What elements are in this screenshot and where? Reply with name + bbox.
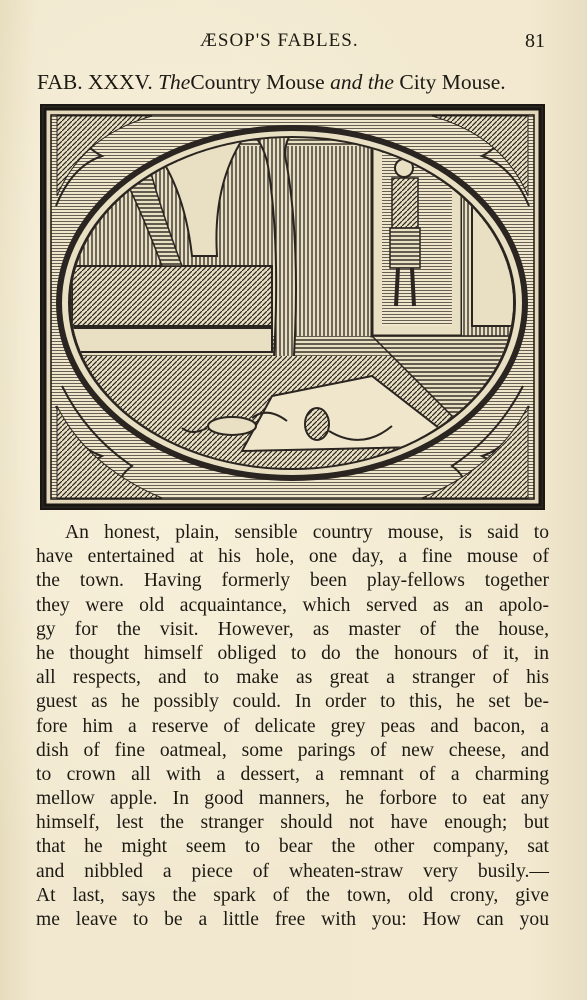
text-line: they were old acquaintance, which served as an apolo-	[36, 594, 549, 616]
text-line: the town. Having formerly been play-fellows together	[36, 570, 549, 592]
page-number: 81	[525, 30, 545, 52]
running-title: ÆSOP'S FABLES.	[200, 30, 359, 51]
text-line: me leave to be a little free with you: How can you	[36, 909, 549, 930]
text-line: At last, says the spark of the town, old crony, give	[36, 884, 549, 906]
fable-number: FAB. XXXV.	[37, 70, 153, 94]
text-line: and nibbled a piece of wheaten-straw very busily.—	[36, 860, 549, 882]
fable-title-and-the: and the	[330, 70, 394, 94]
woodcut-illustration	[40, 104, 545, 510]
fable-heading	[37, 70, 552, 95]
text-line: fore him a reserve of delicate grey peas and bacon, a	[36, 715, 549, 737]
text-line: gy for the visit. However, as master of the house,	[36, 618, 549, 640]
text-line: dish of fine oatmeal, some parings of new cheese, and	[36, 739, 549, 761]
text-line: guest as he possibly could. In order to this, he set be-	[36, 691, 549, 713]
fable-title-the: The	[158, 70, 191, 94]
woodcut-drawing	[42, 106, 543, 508]
text-line: have entertained at his hole, one day, a fine mouse of	[36, 546, 549, 568]
text-line: himself, lest the stranger should not have enough; but	[36, 812, 549, 834]
text-line: mellow apple. In good manners, he forbore to eat any	[36, 788, 549, 810]
fable-title-city: City Mouse.	[399, 70, 506, 94]
text-line: all respects, and to make as great a stranger of his	[36, 667, 549, 689]
fable-title-country: Country Mouse	[190, 70, 325, 94]
text-line: An honest, plain, sensible country mouse, is said to	[65, 522, 549, 543]
text-line: he thought himself obliged to do the honours of it, in	[36, 642, 549, 664]
running-head	[0, 30, 587, 56]
fable-body-text	[36, 521, 549, 932]
text-line: that he might seem to bear the other company, sat	[36, 836, 549, 858]
text-line: to crown all with a dessert, a remnant of a charming	[36, 763, 549, 785]
